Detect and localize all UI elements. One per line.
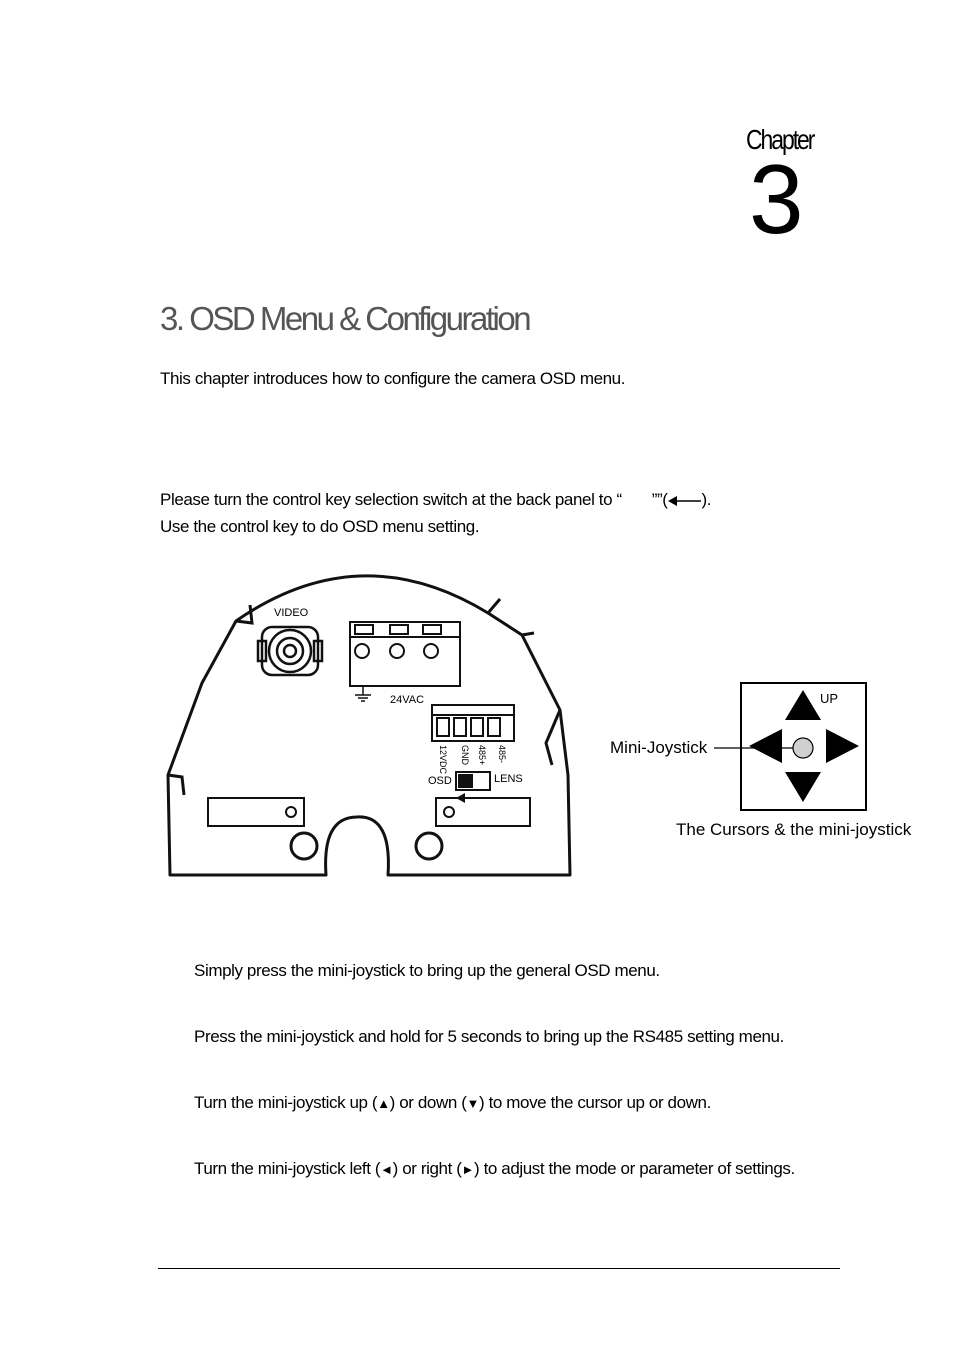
pin-label-485-plus: 485+ [477,745,487,766]
down-arrow-icon [785,772,821,802]
intro-text: This chapter introduces how to configure the camera OSD menu. [160,369,626,388]
joystick-diagram [712,682,870,814]
instruction-text: ) or down ( [389,1093,467,1112]
mounting-hole-right [416,833,442,859]
down-triangle-icon: ▼ [466,1096,479,1111]
switch-instruction-line2: Use the control key to do OSD menu setting. [160,517,480,536]
rs485-terminal [432,705,514,741]
power-label: 24VAC [390,694,425,706]
footer-rule [158,1268,840,1269]
instruction-text: ) to move the cursor up or down. [478,1093,711,1112]
power-terminal [350,622,460,686]
instruction-item [194,961,660,981]
lens-label: LENS [494,773,523,785]
pin-label-485-minus: 485- [497,745,507,764]
osd-lens-switch [456,772,490,790]
instruction-text: Simply press the mini-joystick to bring up the general OSD menu. [194,961,660,980]
instruction-text: ) or right ( [392,1159,462,1178]
chapter-label: Chapter [746,124,814,155]
left-triangle-icon: ◄ [380,1162,393,1177]
ground-symbol [355,686,371,701]
mounting-hole-left [291,833,317,859]
instruction-text: Press the mini-joystick and hold for 5 seconds to bring up the RS485 setting menu. [194,1027,784,1046]
pin-label-12vdc: 12VDC [438,745,448,775]
right-arrow-icon [826,729,859,763]
joystick-caption: The Cursors & the mini-joystick [676,820,912,839]
instruction-text: Turn the mini-joystick up ( [194,1093,378,1112]
up-triangle-icon: ▲ [377,1096,390,1111]
instruction-item [194,1159,795,1179]
switch-instruction-quote: ””( [651,490,668,509]
right-triangle-icon: ► [461,1162,474,1177]
instruction-text: Turn the mini-joystick left ( [194,1159,381,1178]
chapter-number: 3 [749,144,804,254]
left-arrow-icon [749,729,782,763]
right-slot [436,798,530,826]
instruction-item [194,1027,784,1047]
left-arrow-icon [668,495,702,507]
switch-instruction-line1 [160,490,711,510]
bnc-connector [258,627,322,675]
osd-label: OSD [428,775,452,787]
up-label: UP [820,691,839,706]
video-label: VIDEO [274,607,309,619]
pin-label-gnd: GND [460,745,470,765]
section-title: 3. OSD Menu & Configuration [160,300,530,337]
switch-instruction-before: Please turn the control key selection switch at the back panel to “ [160,490,622,509]
back-panel-diagram [160,555,580,895]
switch-instruction-end: ). [701,490,712,509]
up-arrow-icon [785,690,821,720]
instruction-text: ) to adjust the mode or parameter of settings. [473,1159,795,1178]
mini-joystick-label: Mini-Joystick [610,738,708,757]
joystick-knob-icon [793,738,813,758]
instruction-item [194,1093,711,1113]
left-slot [208,798,304,826]
